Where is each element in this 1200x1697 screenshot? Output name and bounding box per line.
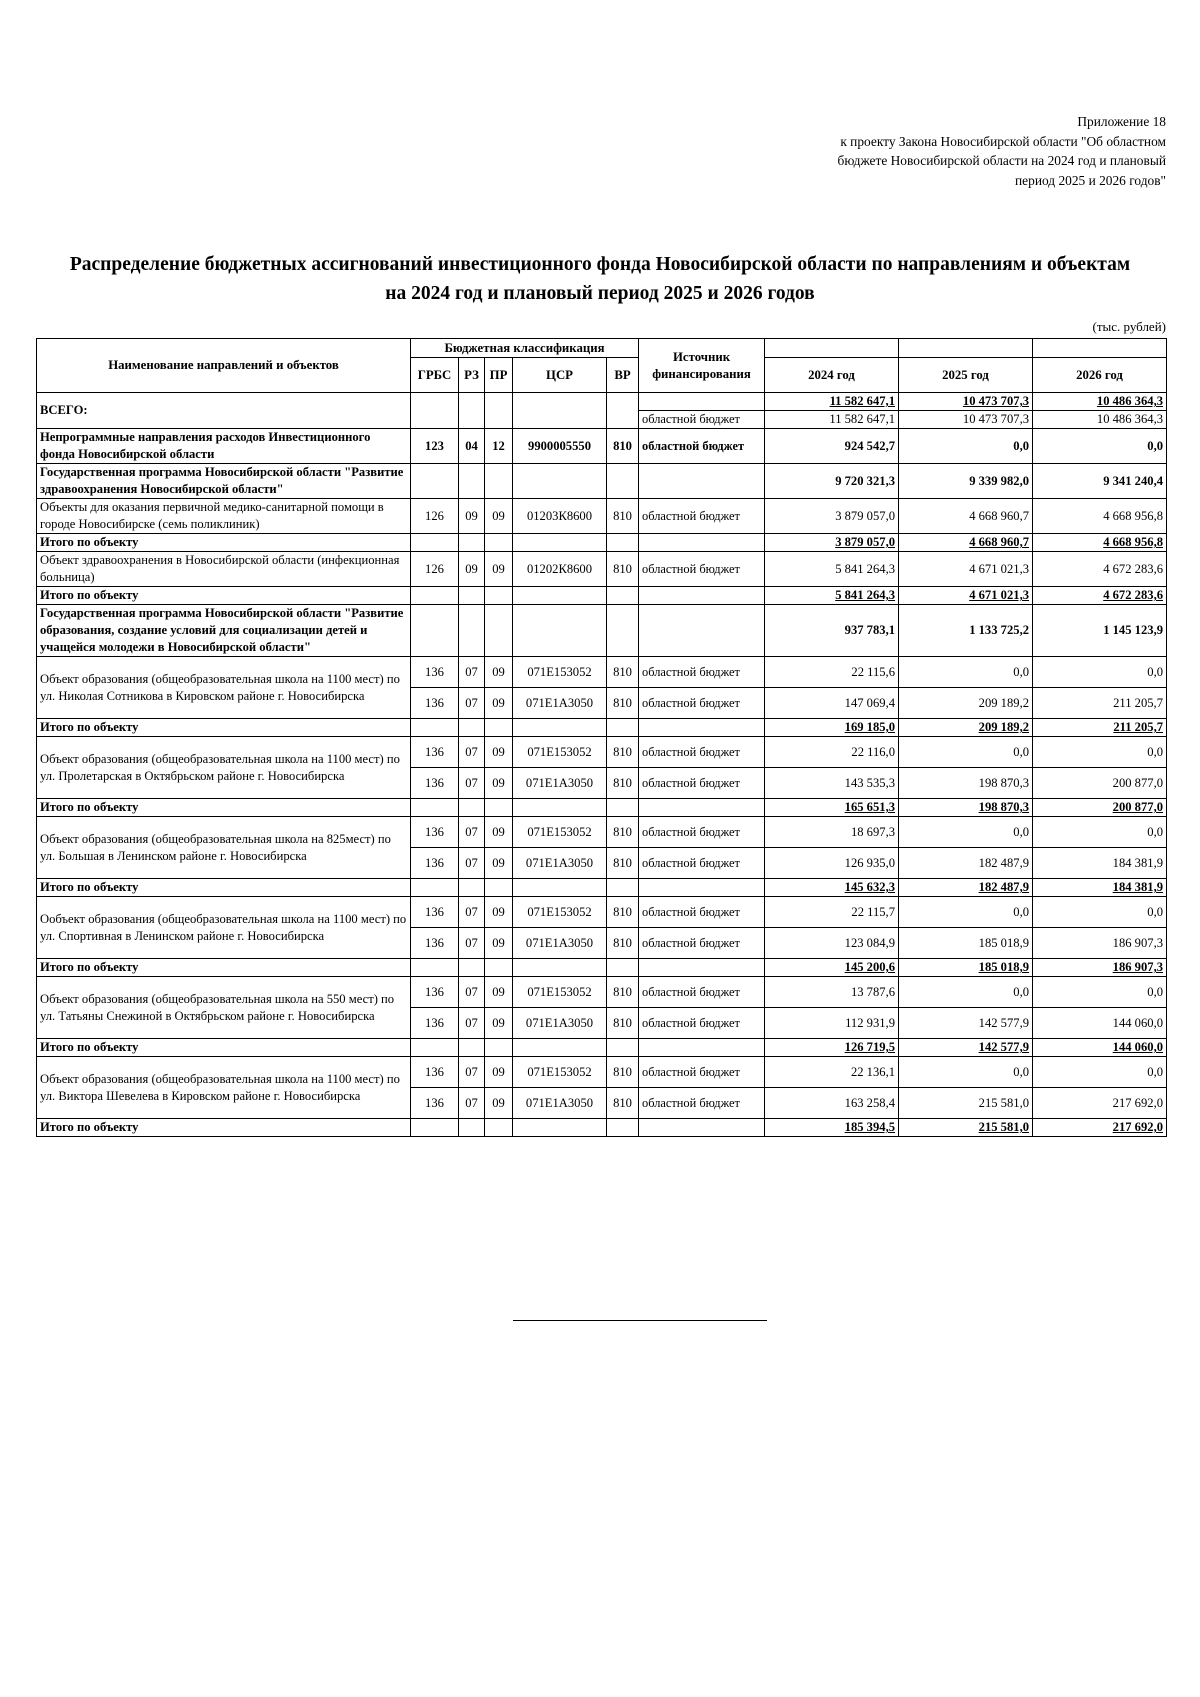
value-2024: 22 116,0 <box>765 737 899 768</box>
vr-cell: 810 <box>607 1008 639 1039</box>
value-2025: 215 581,0 <box>899 1088 1033 1119</box>
value-2024: 123 084,9 <box>765 928 899 959</box>
program-row <box>37 605 1167 657</box>
object-name: Объекты для оказания первичной медико-санитарной помощи в городе Новосибирске (семь поликлиник) <box>37 499 411 534</box>
rz-cell: 07 <box>459 1008 485 1039</box>
vr-cell: 810 <box>607 977 639 1008</box>
object-name: Объект образования (общеобразовательная школа на 1100 мест) по ул. Пролетарская в Октябрьском районе г. Новосибирска <box>37 737 411 799</box>
csr-cell: 9900005550 <box>513 429 607 464</box>
separator-line <box>513 1320 767 1321</box>
value-2024: 18 697,3 <box>765 817 899 848</box>
value-2025: 0,0 <box>899 737 1033 768</box>
total-2026: 211 205,7 <box>1033 719 1167 737</box>
value-2025: 198 870,3 <box>899 768 1033 799</box>
value-2024: 22 115,6 <box>765 657 899 688</box>
value-2025: 182 487,9 <box>899 848 1033 879</box>
csr-cell: 071Е1А3050 <box>513 1008 607 1039</box>
vr-cell: 810 <box>607 737 639 768</box>
header-grbs: ГРБС <box>411 358 459 393</box>
object-name: Объект образования (общеобразовательная школа на 1100 мест) по ул. Николая Сотникова в Кировском районе г. Новосибирска <box>37 657 411 719</box>
pr-cell: 09 <box>485 1008 513 1039</box>
grbs-cell: 136 <box>411 657 459 688</box>
value-2025: 10 473 707,3 <box>899 411 1033 429</box>
total-2024: 165 651,3 <box>765 799 899 817</box>
vr-cell: 810 <box>607 928 639 959</box>
value-2024: 22 136,1 <box>765 1057 899 1088</box>
vr-cell: 810 <box>607 552 639 587</box>
total-2026: 4 668 956,8 <box>1033 534 1167 552</box>
total-2025: 198 870,3 <box>899 799 1033 817</box>
value-2025: 4 671 021,3 <box>899 552 1033 587</box>
value-2025: 4 668 960,7 <box>899 499 1033 534</box>
nonprogram-row <box>37 429 1167 464</box>
object-total-row <box>37 1039 1167 1057</box>
value-2024: 143 535,3 <box>765 768 899 799</box>
source-cell: областной бюджет <box>639 768 765 799</box>
value-2025: 1 133 725,2 <box>899 605 1033 657</box>
header-2026: 2026 год <box>1033 358 1167 393</box>
education-objects <box>37 657 1167 1137</box>
csr-cell: 071Е153052 <box>513 897 607 928</box>
object-total-row <box>37 534 1167 552</box>
value-2026: 9 341 240,4 <box>1033 464 1167 499</box>
grbs-cell: 136 <box>411 897 459 928</box>
csr-cell: 071Е1А3050 <box>513 928 607 959</box>
source-cell: областной бюджет <box>639 688 765 719</box>
source-cell: областной бюджет <box>639 429 765 464</box>
value-2024: 126 935,0 <box>765 848 899 879</box>
vr-cell: 810 <box>607 499 639 534</box>
source-cell: областной бюджет <box>639 848 765 879</box>
vr-cell: 810 <box>607 688 639 719</box>
document-title: Распределение бюджетных ассигнований инвестиционного фонда Новосибирской области по направлениям и объектам на 2024 год и плановый период 2025 и 2026 годов <box>69 254 1131 304</box>
value-2024: 937 783,1 <box>765 605 899 657</box>
value-2024: 13 787,6 <box>765 977 899 1008</box>
value-2025: 0,0 <box>899 657 1033 688</box>
total-2024: 169 185,0 <box>765 719 899 737</box>
total-2026: 186 907,3 <box>1033 959 1167 977</box>
value-2026: 10 486 364,3 <box>1033 411 1167 429</box>
source-cell: областной бюджет <box>639 928 765 959</box>
value-2024: 3 879 057,0 <box>765 499 899 534</box>
csr-cell: 071Е1А3050 <box>513 688 607 719</box>
object-total-label: Итого по объекту <box>37 534 411 552</box>
object-row <box>37 817 1167 848</box>
total-2024: 145 632,3 <box>765 879 899 897</box>
value-2024: 22 115,7 <box>765 897 899 928</box>
program-name: Государственная программа Новосибирской области "Развитие здравоохранения Новосибирской области" <box>37 464 411 499</box>
grbs-cell: 126 <box>411 499 459 534</box>
vr-cell: 810 <box>607 1088 639 1119</box>
value-2025: 0,0 <box>899 817 1033 848</box>
object-total-label: Итого по объекту <box>37 719 411 737</box>
total-2025: 4 668 960,7 <box>899 534 1033 552</box>
csr-cell: 01202К8600 <box>513 552 607 587</box>
object-total-label: Итого по объекту <box>37 1119 411 1137</box>
appendix-line: Приложение 18 <box>1077 114 1166 129</box>
object-total-row <box>37 719 1167 737</box>
value-2025: 0,0 <box>899 429 1033 464</box>
rz-cell: 07 <box>459 928 485 959</box>
value-2025: 9 339 982,0 <box>899 464 1033 499</box>
rz-cell: 09 <box>459 552 485 587</box>
header-vr: ВР <box>607 358 639 393</box>
vr-cell: 810 <box>607 768 639 799</box>
value-2024: 5 841 264,3 <box>765 552 899 587</box>
value-2024: 163 258,4 <box>765 1088 899 1119</box>
units-note: (тыс. рублей) <box>1092 319 1166 334</box>
total-2025: 185 018,9 <box>899 959 1033 977</box>
pr-cell: 09 <box>485 499 513 534</box>
object-total-label: Итого по объекту <box>37 959 411 977</box>
value-2026: 1 145 123,9 <box>1033 605 1167 657</box>
csr-cell: 071Е153052 <box>513 817 607 848</box>
vr-cell: 810 <box>607 1057 639 1088</box>
program-row <box>37 464 1167 499</box>
value-2026: 0,0 <box>1033 737 1167 768</box>
object-row <box>37 737 1167 768</box>
rz-cell: 07 <box>459 977 485 1008</box>
total-2026: 184 381,9 <box>1033 879 1167 897</box>
header-row <box>37 339 1167 358</box>
grand-total-row <box>37 393 1167 411</box>
row-name: Непрограммные направления расходов Инвестиционного фонда Новосибирской области <box>37 429 411 464</box>
object-total-row <box>37 587 1167 605</box>
source-cell: областной бюджет <box>639 1057 765 1088</box>
grbs-cell: 136 <box>411 928 459 959</box>
rz-cell: 07 <box>459 897 485 928</box>
header-blank <box>765 339 899 358</box>
source-cell: областной бюджет <box>639 977 765 1008</box>
object-total-row <box>37 1119 1167 1137</box>
source-cell: областной бюджет <box>639 657 765 688</box>
grbs-cell: 136 <box>411 688 459 719</box>
grand-total-2024: 11 582 647,1 <box>765 393 899 411</box>
header-source: Источник финансирования <box>639 339 765 393</box>
source-cell: областной бюджет <box>639 737 765 768</box>
object-total-label: Итого по объекту <box>37 799 411 817</box>
grbs-cell: 136 <box>411 977 459 1008</box>
csr-cell: 01203К8600 <box>513 499 607 534</box>
grbs-cell: 136 <box>411 737 459 768</box>
pr-cell: 09 <box>485 657 513 688</box>
source-cell: областной бюджет <box>639 411 765 429</box>
value-2026: 0,0 <box>1033 977 1167 1008</box>
value-2026: 200 877,0 <box>1033 768 1167 799</box>
header-name: Наименование направлений и объектов <box>37 339 411 393</box>
object-row <box>37 657 1167 688</box>
total-2024: 5 841 264,3 <box>765 587 899 605</box>
value-2026: 184 381,9 <box>1033 848 1167 879</box>
csr-cell: 071Е1А3050 <box>513 768 607 799</box>
total-2024: 145 200,6 <box>765 959 899 977</box>
object-row <box>37 499 1167 534</box>
pr-cell: 09 <box>485 737 513 768</box>
object-total-label: Итого по объекту <box>37 879 411 897</box>
header-blank <box>899 339 1033 358</box>
csr-cell: 071Е1А3050 <box>513 1088 607 1119</box>
vr-cell: 810 <box>607 429 639 464</box>
rz-cell: 09 <box>459 499 485 534</box>
object-total-row <box>37 959 1167 977</box>
grbs-cell: 136 <box>411 1057 459 1088</box>
program-name: Государственная программа Новосибирской области "Развитие образования, создание условий для социализации детей и учащейся молодежи в Новосибирской области" <box>37 605 411 657</box>
appendix-line: бюджете Новосибирской области на 2024 год и плановый <box>837 153 1166 168</box>
rz-cell: 07 <box>459 688 485 719</box>
total-2026: 144 060,0 <box>1033 1039 1167 1057</box>
value-2025: 0,0 <box>899 1057 1033 1088</box>
pr-cell: 09 <box>485 848 513 879</box>
grand-total-2025: 10 473 707,3 <box>899 393 1033 411</box>
grbs-cell: 136 <box>411 1008 459 1039</box>
total-2025: 209 189,2 <box>899 719 1033 737</box>
total-2026: 200 877,0 <box>1033 799 1167 817</box>
value-2025: 209 189,2 <box>899 688 1033 719</box>
pr-cell: 09 <box>485 897 513 928</box>
total-2024: 3 879 057,0 <box>765 534 899 552</box>
header-blank <box>1033 339 1167 358</box>
value-2024: 924 542,7 <box>765 429 899 464</box>
grbs-cell: 123 <box>411 429 459 464</box>
source-cell: областной бюджет <box>639 552 765 587</box>
value-2025: 142 577,9 <box>899 1008 1033 1039</box>
pr-cell: 09 <box>485 1057 513 1088</box>
pr-cell: 09 <box>485 817 513 848</box>
grand-total-2026: 10 486 364,3 <box>1033 393 1167 411</box>
value-2024: 11 582 647,1 <box>765 411 899 429</box>
csr-cell: 071Е153052 <box>513 1057 607 1088</box>
appendix-line: период 2025 и 2026 годов" <box>1015 172 1166 188</box>
object-row <box>37 1057 1167 1088</box>
budget-table <box>36 338 1167 1137</box>
value-2026: 4 672 283,6 <box>1033 552 1167 587</box>
object-total-row <box>37 799 1167 817</box>
value-2024: 112 931,9 <box>765 1008 899 1039</box>
value-2026: 0,0 <box>1033 657 1167 688</box>
value-2026: 0,0 <box>1033 429 1167 464</box>
object-name: Объект здравоохранения в Новосибирской области (инфекционная больница) <box>37 552 411 587</box>
rz-cell: 07 <box>459 1057 485 1088</box>
total-2025: 215 581,0 <box>899 1119 1033 1137</box>
pr-cell: 09 <box>485 928 513 959</box>
rz-cell: 07 <box>459 657 485 688</box>
value-2026: 0,0 <box>1033 1057 1167 1088</box>
grbs-cell: 136 <box>411 768 459 799</box>
value-2026: 144 060,0 <box>1033 1008 1167 1039</box>
rz-cell: 04 <box>459 429 485 464</box>
value-2026: 217 692,0 <box>1033 1088 1167 1119</box>
vr-cell: 810 <box>607 897 639 928</box>
vr-cell: 810 <box>607 848 639 879</box>
object-name: Ообъект образования (общеобразовательная школа на 1100 мест) по ул. Спортивная в Ленинском районе г. Новосибирска <box>37 897 411 959</box>
rz-cell: 07 <box>459 737 485 768</box>
grbs-cell: 126 <box>411 552 459 587</box>
pr-cell: 09 <box>485 688 513 719</box>
rz-cell: 07 <box>459 817 485 848</box>
grbs-cell: 136 <box>411 848 459 879</box>
source-cell: областной бюджет <box>639 499 765 534</box>
object-name: Объект образования (общеобразовательная школа на 825мест) по ул. Большая в Ленинском районе г. Новосибирска <box>37 817 411 879</box>
grbs-cell: 136 <box>411 817 459 848</box>
object-total-label: Итого по объекту <box>37 1039 411 1057</box>
value-2026: 4 668 956,8 <box>1033 499 1167 534</box>
csr-cell: 071Е1А3050 <box>513 848 607 879</box>
pr-cell: 09 <box>485 552 513 587</box>
pr-cell: 12 <box>485 429 513 464</box>
value-2024: 9 720 321,3 <box>765 464 899 499</box>
source-cell: областной бюджет <box>639 1008 765 1039</box>
value-2025: 0,0 <box>899 897 1033 928</box>
total-2024: 185 394,5 <box>765 1119 899 1137</box>
header-2025: 2025 год <box>899 358 1033 393</box>
header-rz: РЗ <box>459 358 485 393</box>
total-2026: 217 692,0 <box>1033 1119 1167 1137</box>
total-2026: 4 672 283,6 <box>1033 587 1167 605</box>
appendix-header <box>746 112 1166 190</box>
csr-cell: 071Е153052 <box>513 657 607 688</box>
source-cell: областной бюджет <box>639 1088 765 1119</box>
value-2024: 147 069,4 <box>765 688 899 719</box>
value-2025: 185 018,9 <box>899 928 1033 959</box>
object-total-label: Итого по объекту <box>37 587 411 605</box>
rz-cell: 07 <box>459 848 485 879</box>
rz-cell: 07 <box>459 768 485 799</box>
vr-cell: 810 <box>607 817 639 848</box>
header-csr: ЦСР <box>513 358 607 393</box>
value-2025: 0,0 <box>899 977 1033 1008</box>
header-2024: 2024 год <box>765 358 899 393</box>
value-2026: 186 907,3 <box>1033 928 1167 959</box>
total-2024: 126 719,5 <box>765 1039 899 1057</box>
header-pr: ПР <box>485 358 513 393</box>
total-2025: 182 487,9 <box>899 879 1033 897</box>
appendix-line: к проекту Закона Новосибирской области "Об областном <box>840 133 1166 149</box>
object-row <box>37 977 1167 1008</box>
value-2026: 0,0 <box>1033 897 1167 928</box>
total-2025: 4 671 021,3 <box>899 587 1033 605</box>
total-2025: 142 577,9 <box>899 1039 1033 1057</box>
value-2026: 211 205,7 <box>1033 688 1167 719</box>
csr-cell: 071Е153052 <box>513 737 607 768</box>
csr-cell: 071Е153052 <box>513 977 607 1008</box>
pr-cell: 09 <box>485 977 513 1008</box>
vr-cell: 810 <box>607 657 639 688</box>
object-name: Объект образования (общеобразовательная школа на 550 мест) по ул. Татьяны Снежиной в Октябрьском районе г. Новосибирска <box>37 977 411 1039</box>
source-cell: областной бюджет <box>639 817 765 848</box>
grand-total-label: ВСЕГО: <box>37 393 411 429</box>
pr-cell: 09 <box>485 768 513 799</box>
grbs-cell: 136 <box>411 1088 459 1119</box>
rz-cell: 07 <box>459 1088 485 1119</box>
source-cell: областной бюджет <box>639 897 765 928</box>
pr-cell: 09 <box>485 1088 513 1119</box>
object-row <box>37 897 1167 928</box>
object-row <box>37 552 1167 587</box>
object-total-row <box>37 879 1167 897</box>
header-classification: Бюджетная классификация <box>411 339 639 358</box>
object-name: Объект образования (общеобразовательная школа на 1100 мест) по ул. Виктора Шевелева в Кировском районе г. Новосибирска <box>37 1057 411 1119</box>
value-2026: 0,0 <box>1033 817 1167 848</box>
